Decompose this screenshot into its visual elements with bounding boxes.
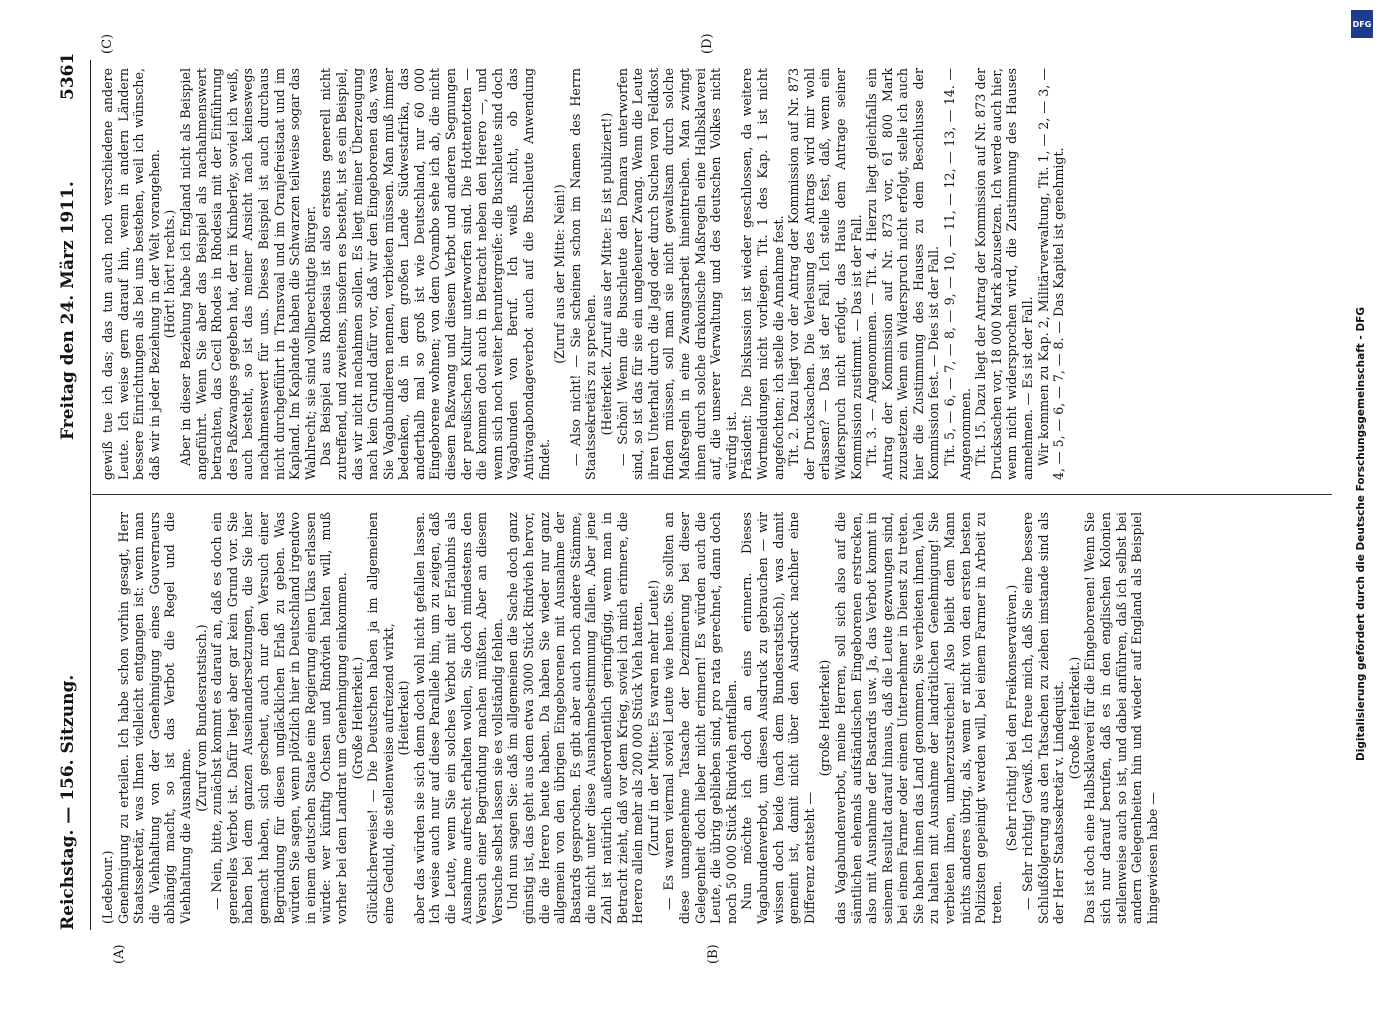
paragraph: Tit. 5, — 6, — 7, — 8, — 9, — 10, — 11, — 12, — 13, — 14. — Angenommen. (942, 68, 973, 480)
margin-marker-b: (B) (706, 944, 721, 964)
paragraph: Nun möchte ich doch an eins erinnern. Dieses Vagabundenverbot, um diesen Ausdruck zu gebrauchen — wir wissen doch beide (nach dem Bundesratstisch), was damit gemeint ist, damit nicht über den Ausdruck nachher eine Differenz entsteht — (739, 512, 817, 924)
margin-marker-d: (D) (700, 33, 715, 54)
paragraph: das Vagabundenverbot, meine Herren, soll sich also auf die sämtlichen ehemals aufständischen Eingeborenen erstrecken, also mit Ausnahme der Bastards usw. Ja, das Verbot kommt in seinem Resultat darauf hinaus, daß die Leute gezwungen sind, bei einem Farmer oder einem Unternehmer in Dienst zu treten. Sie haben ihnen das Land genommen, Sie verbieten ihnen, Vieh zu halten mit Ausnahme der landrätlichen Genehmigung! Sie verbieten ihnen, umherzustreichen! Also bleibt dem Mann nichts anderes übrig, als, wenn er nicht von den ersten besten Polizisten gepeinigt werden will, bei einem Farmer in Arbeit zu treten. (832, 512, 1004, 924)
dfg-logo: DFG (1351, 10, 1373, 38)
paragraph: (Hört! hört! rechts.) (162, 209, 178, 339)
paragraph: (Zuruf in der Mitte: Es waren mehr Leute!) (645, 579, 661, 857)
paragraph: (Heiterkeit. Zuruf aus der Mitte: Es ist publiziert!) (599, 112, 614, 436)
paragraph: (Heiterkeit) (396, 680, 412, 756)
paragraph: Tit. 3. — Angenommen. — Tit. 4. Hierzu liegt gleichfalls ein Antrag der Kommission auf Nr. 873 vor, 61 800 Mark zuzusetzen. Wenn ein Widerspruch nicht erfolgt, stelle ich auch hier die Zustimmung des Hauses zu dem Beschlusse der Kommission fest. — Dies ist der Fall. (864, 68, 942, 480)
paragraph: — Es waren viermal soviel Leute wie heute. Sie sollten an diese unangenehme Tatsache der Dezimierung bei dieser Gelegenheit doch lieber nicht erinnern! Es würden auch die Leute, die übrig geblieben sind, pro rata gerechnet, dann doch noch 50 000 Stück Rindvieh entfallen. (661, 512, 739, 924)
paragraph: aber das würden sie sich denn doch wohl nicht gefallen lassen. Ich weise auch nur auf diese Parallele hin, um zu zeigen, daß die Leute, wenn Sie ein solches Verbot mit der Erlaubnis als Ausnahme aufrecht erhalten wollen, Sie doch mindestens den Versuch einer Begründung machen müßten. Aber an diesem Versuche selbst lassen sie es vollständig fehlen. (411, 512, 505, 924)
margin-marker-c: (C) (100, 33, 115, 54)
paragraph: (Sehr richtig! bei den Freikonservativen.) (1004, 584, 1020, 852)
left-column (100, 512, 1160, 924)
paragraph: Das ist doch eine Halbsklaverei für die Eingeborenen! Wenn Sie sich nur darauf berufen, daß es in den englischen Kolonien stellenweise auch so ist, und dabei anführen, daß ich selbst bei andern Gelegenheiten hin und wieder auf England als Beispiel hingewiesen habe — (1082, 512, 1160, 924)
paragraph: Aber in dieser Beziehung habe ich England nicht als Beispiel angeführt. Wenn Sie aber das Beispiel als nachahmenswert betrachten, das Cecil Rhodes in Rhodesia mit der Einführung des Paßzwanges gegeben hat, der in Kimberley, soviel ich weiß, auch besteht, so ist das meiner Ansicht nach keineswegs nachahmenswert für uns. Dieses Beispiel ist auch durchaus nicht durchgeführt in Transvaal und im Oranjefreistaat und im Kapland. Im Kaplande haben die Schwarzen teilweise sogar das Wahlrecht; sie sind vollberechtigte Bürger. (177, 68, 318, 480)
paragraph: Tit. 2. Dazu liegt vor der Antrag der Kommission auf Nr. 873 der Drucksachen. Die Verlesung des Antrags wird mir wohl erlassen? — Das ist der Fall. Ich stelle fest, daß, wenn ein Widerspruch nicht erfolgt, das Haus dem Antrage seiner Kommission zustimmt. — Das ist der Fall. (786, 68, 864, 480)
page-number: 5361 (58, 52, 78, 100)
paragraph: (Ledebour.) (100, 850, 115, 924)
right-column (100, 68, 1067, 480)
paragraph: (Zuruf aus der Mitte: Nein!) (552, 184, 568, 364)
header-center: Freitag den 24. März 1911. (58, 181, 78, 440)
paragraph: Und nun sagen Sie: daß im allgemeinen die Sache doch ganz günstig ist, das geht aus dem etwa 3000 Stück Rindvieh hervor, die die Herero heute haben. Da haben Sie wieder nur ganz allgemein von den übrigen Eingeborenen mit Ausnahme der Bastards gesprochen. Es gibt aber auch noch andere Stämme, die nicht unter diese Ausnahmebestimmung fallen. Aber jene Zahl ist natürlich außerordentlich geringfügig, wenn man in Betracht zieht, daß vor dem Krieg, soviel ich mich erinnere, die Herero allein mehr als 200 000 Stück Vieh hatten. (505, 512, 646, 924)
paragraph: Wir kommen zu Kap. 2, Militärverwaltung, Tit. 1, — 2, — 3, — 4, — 5, — 6, — 7, — 8. — Das Kapitel ist genehmigt. (1035, 68, 1067, 480)
paragraph: — Also nicht! — Sie scheinen schon im Namen des Herrn Staatssekretärs zu sprechen. (567, 68, 599, 480)
paragraph: Tit. 15. Dazu liegt der Antrag der Kommission auf Nr. 873 der Drucksachen vor, 18 000 Mark abzusetzen. Ich werde auch hier, wenn nicht widersprochen wird, die Zustimmung des Hauses annehmen. — Es ist der Fall. (973, 68, 1036, 480)
paragraph: gewiß tue ich das; das tun auch noch verschiedene andere Leute. Ich weise gern darauf hin, wenn in andern Ländern bessere Einrichtungen als bei uns bestehen, weil ich wünsche, daß wir in jeder Beziehung in der Welt vorangehen. (100, 68, 162, 480)
margin-marker-a: (A) (112, 944, 127, 964)
paragraph: (große Heiterkeit) (817, 659, 833, 777)
paragraph: Glücklicherweise! — Die Deutschen haben ja im allgemeinen eine Geduld, die stellenweise aufreizend wirkt, (365, 512, 396, 924)
paragraph: Präsident: Die Diskussion ist wieder geschlossen, da weitere Wortmeldungen nicht vorliegen. Tit. 1 des Kap. 1 ist nicht angefochten; ich stelle die Annahme fest. (739, 68, 786, 480)
header-rule (90, 60, 91, 930)
dfg-sidebar (1348, 6, 1378, 994)
paragraph: Das Beispiel aus Rhodesia ist also erstens generell nicht zutreffend, und zweitens, insofern es besteht, ist es ein Beispiel, das wir nicht nachahmen sollen. Es liegt meiner Überzeugung nach kein Grund dafür vor, daß wir den Eingeborenen das, was Sie Vagabundieren nennen, verbieten müssen. Man muß immer bedenken, daß in dem großen Lande Südwestafrika, das anderthalb mal so groß ist wie Deutschland, nur 60 000 Eingeborene wohnen; von dem Ovambo sehe ich ab, die nicht diesem Paßzwang und diesem Verbot und anderen Segnungen der preußischen Kultur unterworfen sind. Die Hottentotten — die kommen doch auch in Betracht neben den Herero —, und wenn sich noch weiter heruntergreife: die Buschleute sind doch Vagabunden von Beruf. Ich weiß nicht, ob das Antivagabondageverbot auch auf die Buschleute Anwendung findet. (318, 68, 552, 480)
paragraph: — Schön! Wenn die Buschleute den Damara unterworfen sind, so ist das für sie ein ungeheurer Zwang. Wenn die Leute ihren Unterhalt durch die Jagd oder durch Suchen von Feldkost finden müssen, soll man sie nicht gewaltsam durch solche Maßregeln in eine Zwangsarbeit hineintreiben. Man zwingt ihnen durch solche drakonische Maßregeln eine Halbsklaverei auf, die unserer Verwaltung und des deutschen Volkes nicht würdig ist. (614, 68, 739, 480)
header-left: Reichstag. — 156. Sitzung. (58, 674, 78, 930)
paragraph: (Große Heiterkeit.) (1066, 656, 1082, 780)
paragraph: (Große Heiterkeit.) (349, 656, 365, 780)
paragraph: Genehmigung zu erteilen. Ich habe schon vorhin gesagt, Herr Staatssekretär, was Ihnen vielleicht entgangen ist: wenn man die Viehhaltung von der Genehmigung eines Gouverneurs abhängig macht, so ist das Verbot die Regel und die Viehhaltung die Ausnahme. (115, 512, 193, 924)
column-divider (92, 494, 1332, 495)
dfg-caption: Digitalisierung gefördert durch die Deutsche Forschungsgemeinschaft - DFG (1355, 307, 1367, 761)
paragraph: — Nein, bitte, zunächst kommt es darauf an, daß es doch ein generelles Verbot ist. Dafür liegt aber gar kein Grund vor. Sie haben bei dem ganzen Auseinandersetzungen, die Sie hier gemacht haben, sich gescheut, auch nur den Versuch einer Begründung für diesen ungläcklichen Erlaß zu geben. Was würden Sie sagen, wenn plötzlich hier in Deutschland irgendwo in einem deutschen Staate eine Regierung einen Ukas erlassen würde: wer künftig Ochsen und Rindvieh halten will, muß vorher bei dem Landrat um Genehmigung einkommen. (209, 512, 349, 924)
paragraph: — Sehr richtig! Gewiß. Ich freue mich, daß Sie eine bessere Schlußfolgerung aus den Tatsachen zu ziehen imstande sind als der Herr Staatssekretär v. Lindequist. (1020, 512, 1067, 924)
paragraph: (Zuruf vom Bundesratstisch.) (193, 624, 209, 812)
